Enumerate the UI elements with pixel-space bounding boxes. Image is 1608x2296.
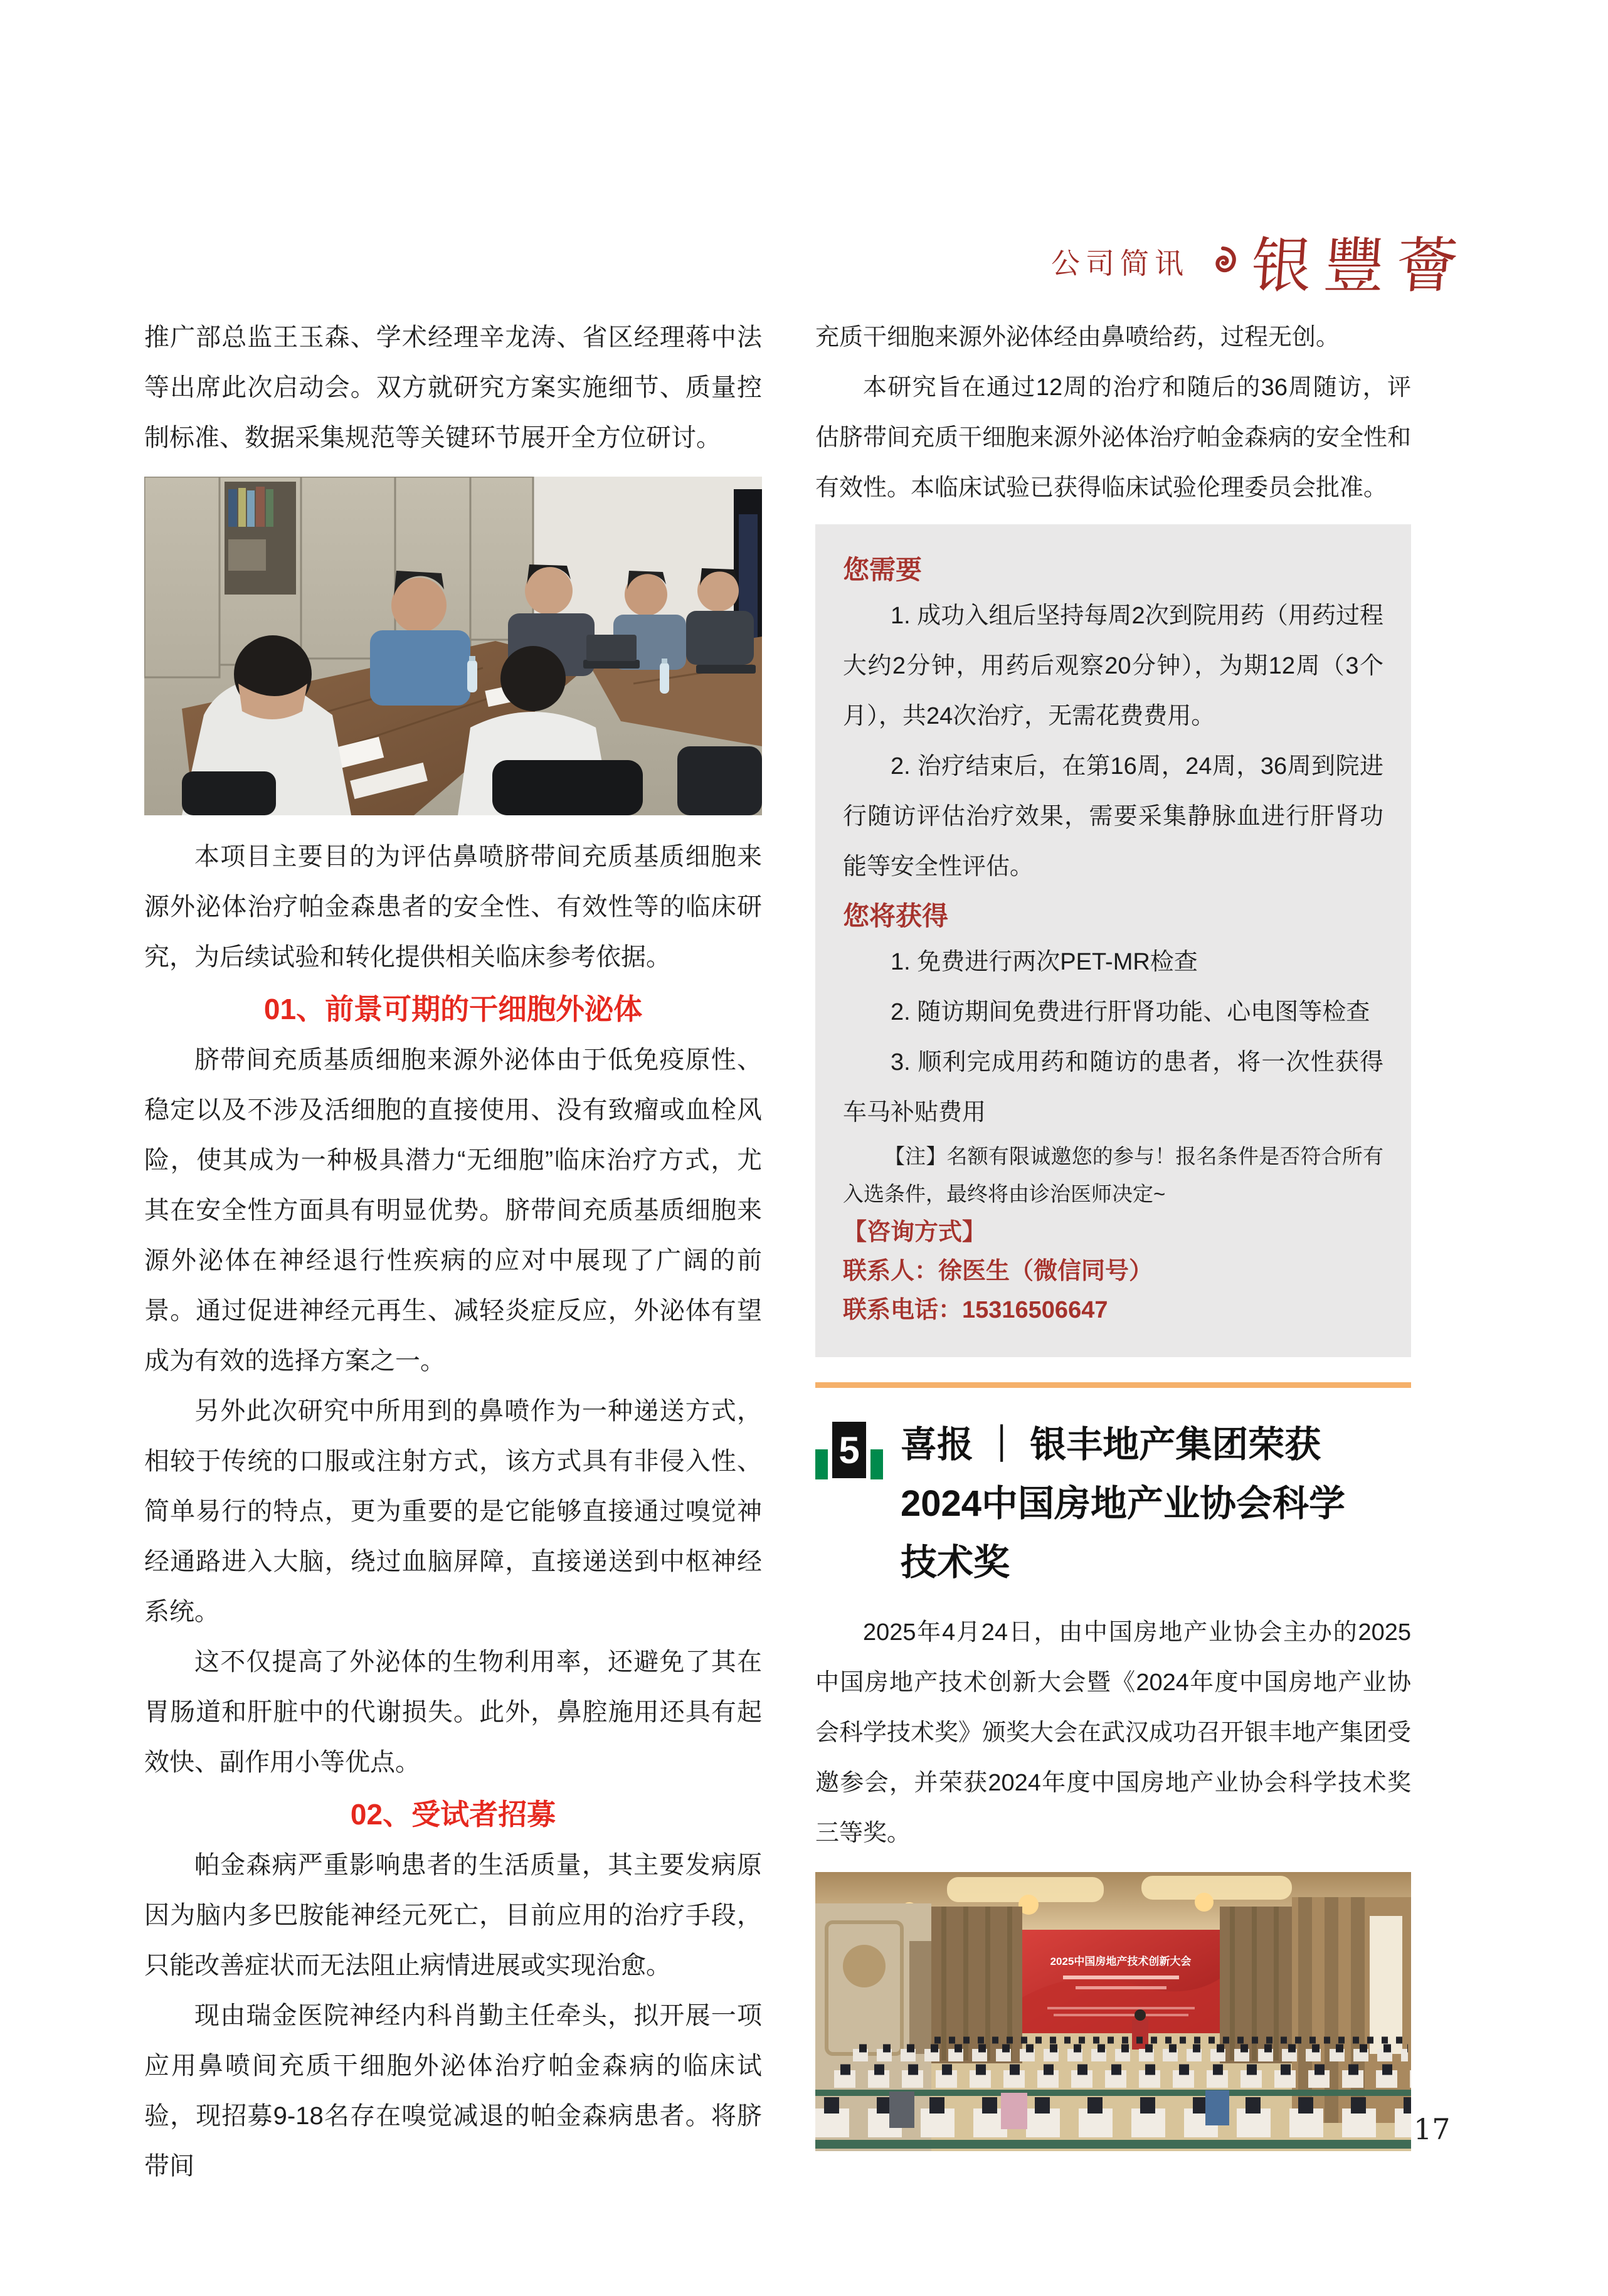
section-5-paragraph: 2025年4月24日，由中国房地产业协会主办的2025中国房地产技术创新大会暨《2024年度中国房地产业协会科学技术奖》颁奖大会在武汉成功召开银丰地产集团受邀参会，并荣获2024年度中国房地产业协会科学技术奖三等奖。 <box>815 1619 1412 1846</box>
screen-title: 2025中国房地产技术创新大会 <box>1050 1955 1192 1967</box>
page-number: 17 <box>1414 2112 1451 2146</box>
badge-green-right <box>870 1449 883 1479</box>
paragraph-project: 本项目主要目的为评估鼻喷脐带间充质基质细胞来源外泌体治疗帕金森患者的安全性、有效性等的临床研究，为后续试验和转化提供相关临床参考依据。 <box>144 843 762 971</box>
paragraph-02-b: 现由瑞金医院神经内科肖勤主任牵头，拟开展一项应用鼻喷间充质干细胞外泌体治疗帕金森病的临床试验，现招募9-18名存在嗅觉减退的帕金森病患者。将脐带间 <box>144 2002 762 2180</box>
need-item: 1. 成功入组后坚持每周2次到院用药（用药过程大约2分钟，用药后观察20分钟），为期12周（3个月），共24次治疗，无需花费费用。 <box>843 603 1383 729</box>
gain-title: 您将获得 <box>843 901 949 931</box>
brand-logotype: 银豐薈 <box>1249 231 1473 301</box>
need-title: 您需要 <box>843 555 923 585</box>
consult-title: 【咨询方式】 <box>843 1219 986 1246</box>
section-5-header <box>815 1415 1411 1592</box>
right-column <box>815 312 1411 2151</box>
gain-item: 2. 随访期间免费进行肝肾功能、心电图等检查 <box>891 999 1370 1025</box>
paragraph-study: 本研究旨在通过12周的治疗和随后的36周随访，评估脐带间充质干细胞来源外泌体治疗帕金森病的安全性和有效性。本临床试验已获得临床试验伦理委员会批准。 <box>815 374 1412 501</box>
recruitment-info-box <box>815 524 1411 1357</box>
paragraph-continuation: 充质干细胞来源外泌体经由鼻喷给药，过程无创。 <box>815 324 1340 351</box>
orange-divider <box>815 1382 1411 1388</box>
conference-photo <box>815 1872 1411 2151</box>
paragraph-01-a: 脐带间充质基质细胞来源外泌体由于低免疫原性、稳定以及不涉及活细胞的直接使用、没有致瘤或血栓风险，使其成为一种极具潜力“无细胞”临床治疗方式，尤其在安全性方面具有明显优势。脐带间充质基质细胞来源外泌体在神经退行性疾病的应对中展现了广阔的前景。通过促进神经元再生、减轻炎症反应，外泌体有望成为有效的选择方案之一。 <box>144 1046 762 1375</box>
badge-green-left <box>815 1449 828 1479</box>
swirl-icon <box>1205 245 1239 282</box>
gain-item: 1. 免费进行两次PET-MR检查 <box>891 949 1198 975</box>
need-item: 2. 治疗结束后，在第16周，24周，36周到院进行随访评估治疗效果，需要采集静脉血进行肝肾功能等安全性评估。 <box>843 753 1383 880</box>
paragraph-intro: 推广部总监王玉森、学术经理辛龙涛、省区经理蒋中法等出席此次启动会。双方就研究方案实施细节、质量控制标准、数据采集规范等关键环节展开全方位研讨。 <box>144 324 762 452</box>
heading-01: 01、前景可期的干细胞外泌体 <box>263 993 643 1025</box>
section-number: 5 <box>832 1422 866 1478</box>
left-column <box>144 312 762 2191</box>
section-5-title-line: 2024中国房地产业协会科学 <box>901 1483 1346 1524</box>
paragraph-01-c: 这不仅提高了外泌体的生物利用率，还避免了其在胃肠道和肝脏中的代谢损失。此外，鼻腔施用还具有起效快、副作用小等优点。 <box>144 1648 762 1776</box>
heading-02: 02、受试者招募 <box>350 1798 556 1831</box>
gain-item: 3. 顺利完成用药和随访的患者，将一次性获得车马补贴费用 <box>843 1049 1383 1126</box>
section-5-title-line: 技术奖 <box>901 1542 1010 1583</box>
note-text: 【注】名额有限诚邀您的参与！报名条件是否符合所有入选条件，最终将由诊治医师决定~ <box>843 1145 1383 1205</box>
section-5-title <box>901 1415 1345 1592</box>
contact-phone: 联系电话：15316506647 <box>843 1297 1108 1323</box>
led-screen <box>1022 1930 1220 2033</box>
section-number-badge <box>815 1422 883 1479</box>
paragraph-01-b: 另外此次研究中所用到的鼻喷作为一种递送方式，相较于传统的口服或注射方式，该方式具有非侵入性、简单易行的特点，更为重要的是它能够直接通过嗅觉神经通路进入大脑，绕过血脑屏障，直接递送到中枢神经系统。 <box>144 1397 762 1626</box>
paragraph-02-a: 帕金森病严重影响患者的生活质量，其主要发病原因为脑内多巴胺能神经元死亡，目前应用的治疗手段，只能改善症状而无法阻止病情进展或实现治愈。 <box>144 1851 762 1979</box>
contact-person: 联系人：徐医生（微信同号） <box>843 1258 1153 1284</box>
meeting-photo <box>144 477 762 815</box>
section-label: 公司简讯 <box>1051 246 1189 280</box>
section-5-title-line: 喜报 ｜ 银丰地产集团荣获 <box>901 1424 1321 1465</box>
page-header <box>1051 218 1473 304</box>
